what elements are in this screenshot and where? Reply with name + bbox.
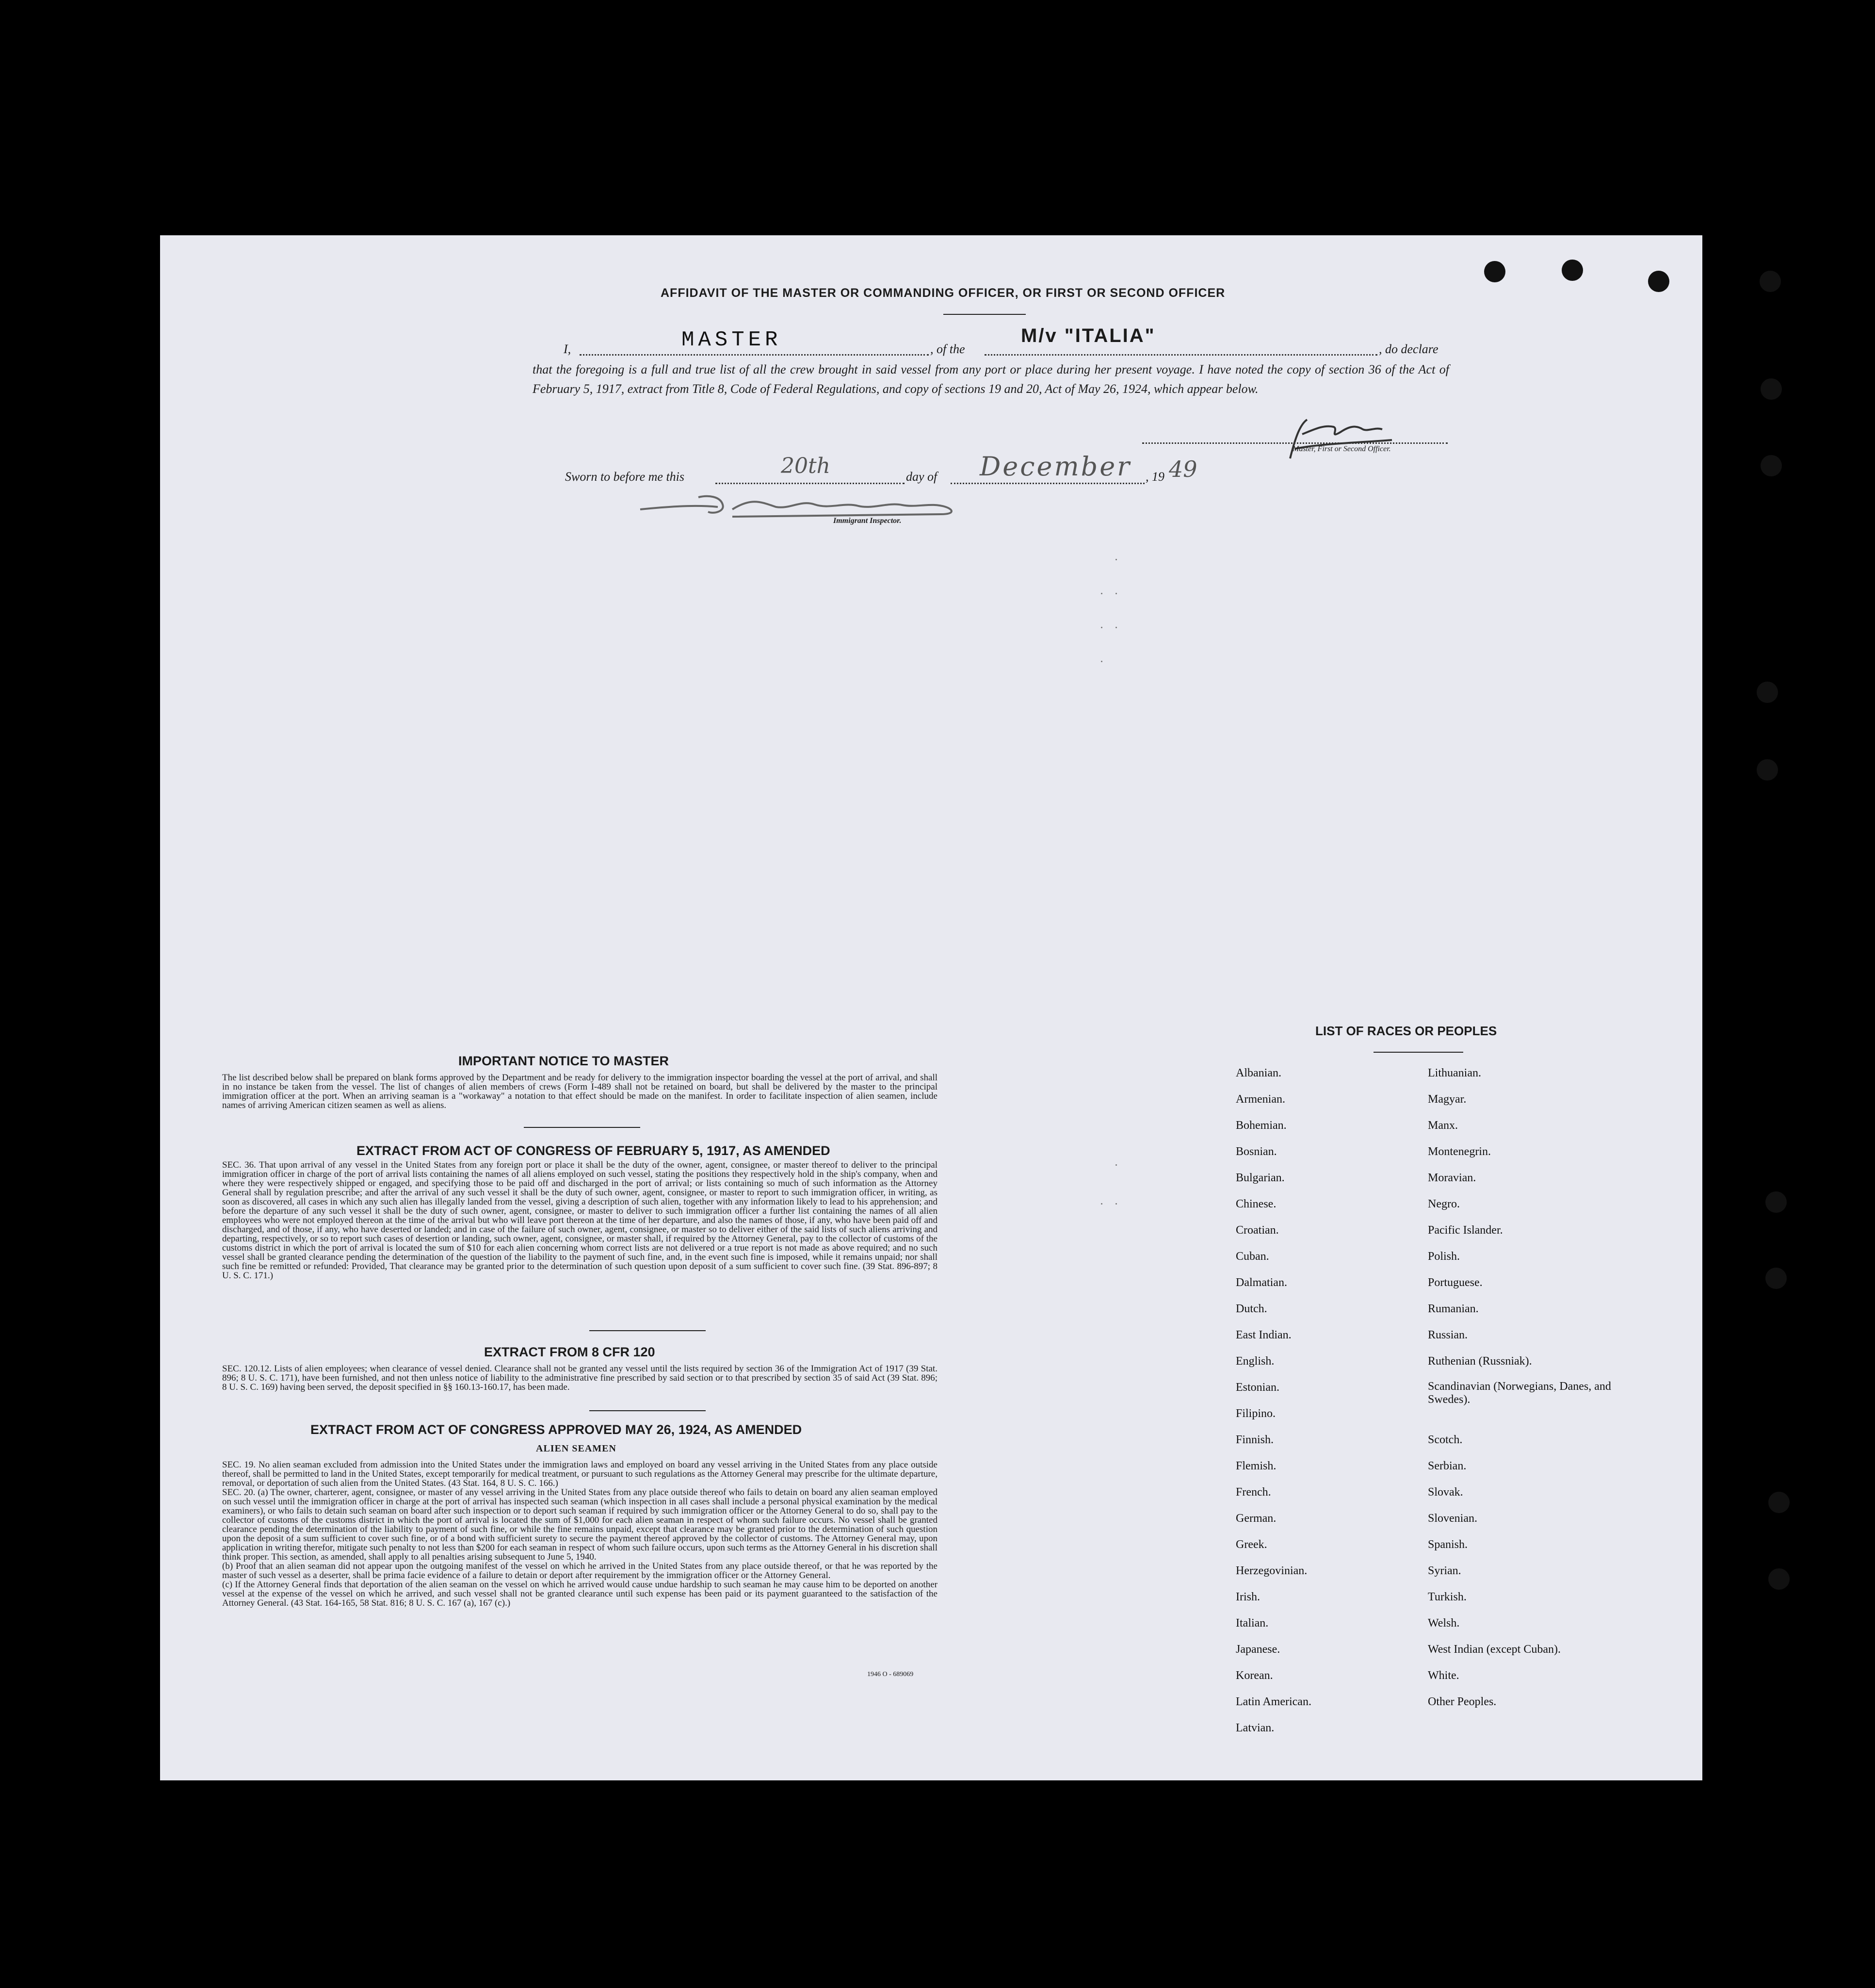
sworn-year-prefix: , 19 <box>1146 470 1164 484</box>
race-item: English. <box>1236 1355 1275 1368</box>
punch-hole <box>1484 261 1505 282</box>
race-item: East Indian. <box>1236 1329 1292 1341</box>
race-item: Dutch. <box>1236 1303 1267 1315</box>
race-item: Latin American. <box>1236 1695 1311 1708</box>
race-item: French. <box>1236 1486 1271 1499</box>
race-item: German. <box>1236 1512 1277 1525</box>
race-item: Italian. <box>1236 1617 1269 1630</box>
vessel-name: M/v "ITALIA" <box>1021 325 1156 346</box>
race-item: Ruthenian (Russniak). <box>1428 1355 1532 1368</box>
race-item: Flemish. <box>1236 1460 1277 1472</box>
extract-cfr-heading: EXTRACT FROM 8 CFR 120 <box>484 1345 655 1359</box>
race-item: Manx. <box>1428 1119 1458 1132</box>
day-fill-line <box>715 483 905 484</box>
race-item: Estonian. <box>1236 1381 1279 1394</box>
affidavit-heading: AFFIDAVIT OF THE MASTER OR COMMANDING OFFICER, OR FIRST OR SECOND OFFICER <box>661 286 1226 300</box>
notice-heading: IMPORTANT NOTICE TO MASTER <box>458 1054 669 1068</box>
race-item: Japanese. <box>1236 1643 1280 1656</box>
race-item: Bohemian. <box>1236 1119 1287 1132</box>
print-code: 1946 O - 689069 <box>867 1671 914 1678</box>
race-item: Dalmatian. <box>1236 1276 1287 1289</box>
inspector-caption: Immigrant Inspector. <box>833 517 902 525</box>
punch-hole <box>1761 378 1782 400</box>
race-item: Magyar. <box>1428 1093 1467 1106</box>
sec-19-text: SEC. 19. No alien seaman excluded from admission into the United States under the immigration laws and employed on board any vessel arriving in the United States from any place outside thereof, shall be permitted to land in the United States, except temporarily for medical treatment, or pursuant to such regulations as the Attorney General may prescribe for the ultimate departure, removal, or deportation of such alien from the United States. (43 Stat. 164, 8 U. S. C. 166.) <box>222 1460 938 1488</box>
race-item: Pacific Islander. <box>1428 1224 1503 1237</box>
extract-1924-heading: EXTRACT FROM ACT OF CONGRESS APPROVED MAY 26, 1924, AS AMENDED <box>310 1422 802 1437</box>
punch-hole <box>1761 455 1782 476</box>
race-item: Rumanian. <box>1428 1303 1479 1315</box>
race-item: Turkish. <box>1428 1591 1467 1603</box>
officer-rank: MASTER <box>681 328 782 352</box>
affidavit-of-the: , of the <box>930 342 965 356</box>
extract-1924-subheading: ALIEN SEAMEN <box>536 1443 616 1454</box>
heading-rule <box>943 314 1026 315</box>
race-item: Serbian. <box>1428 1460 1467 1472</box>
race-item: Finnish. <box>1236 1434 1274 1446</box>
master-signature <box>1261 405 1406 463</box>
notice-text: The list described below shall be prepared on blank forms approved by the Department and be ready for delivery to the immigration inspector boarding the vessel at the port of arrival, and shall in no instance be taken from the vessel. The list of changes of alien members of crews (Form I-489 shall not be retained on board, but shall be delivered by the master to the principal immigration officer at the port. When an arriving seaman is a "workaway" a notation to that effect should be made on the manifest. In order to facilitate inspection of alien seamen, include names of arriving American citizen seamen as well as aliens. <box>222 1073 938 1110</box>
race-item: Polish. <box>1428 1250 1460 1263</box>
sworn-prefix: Sworn to before me this <box>565 470 685 484</box>
races-column-1 <box>1236 1060 1311 1741</box>
extract-1917-text: SEC. 36. That upon arrival of any vessel in the United States from any foreign port or place it shall be the duty of the owner, agent, consignee, or master thereof to deliver to the principal immigration officer in charge of the port of arrival lists containing the names of all aliens employed on such vessel, stating the positions they respectively hold in the ship's company, when and where they were respectively shipped or engaged, and specifying those to be paid off and discharged in the port of arrival; or lists containing so much of such information as the Attorney General shall by regulation prescribe; and after the arrival of any such vessel it shall be the duty of such owner, agent, consignee, or master to report to such immigration officer, in writing, as soon as discovered, all cases in which any such alien has illegally landed from the vessel, giving a description of such alien, together with any information likely to lead to his apprehension; and before the departure of any such vessel it shall be the duty of such owner, agent, consignee, or master to deliver to such immigration officer a further list containing the names of all alien employees who were not employed thereon at the time of the arrival but who will leave port thereon at the time of her departure, and also the names of those, if any, who have been paid off and discharged, and of those, if any, who have deserted or landed; and in case of the failure of such owner, agent, consignee, or master so to deliver either of the said lists of such aliens arriving and departing, respectively, or so to report such cases of desertion or landing, such owner, agent, consignee, or master shall, if required by the Attorney General, pay to the collector of customs of the customs district in which the port of arrival is located the sum of $10 for each alien concerning whom correct lists are not delivered or a true report is not made as above required; and no such vessel shall be granted clearance pending the determination of the question of the liability to the payment of such fine, and, in the event such fine is imposed, while it remains unpaid; nor shall such fine be remitted or refunded: Provided, That clearance may be granted prior to the determination of such question upon deposit of a sum sufficient to cover such fine. (39 Stat. 896-897; 8 U. S. C. 171.) <box>222 1160 938 1281</box>
punch-hole <box>1768 1568 1790 1590</box>
race-item: Russian. <box>1428 1329 1468 1341</box>
affidavit-body: that the foregoing is a full and true list of all the crew brought in said vessel from any port or place during her present voyage. I have noted the copy of section 36 of the Act of February 5, 1917, extract from Title 8, Code of Federal Regulations, and copy of sections 19 and 20, Act of May 26, 1924, which appear below. <box>533 362 1449 396</box>
signature-line <box>1142 442 1448 444</box>
race-item: Lithuanian. <box>1428 1067 1481 1079</box>
punch-hole <box>1760 271 1781 292</box>
rank-fill-line <box>580 354 929 356</box>
divider-rule <box>524 1127 640 1128</box>
race-item: Chinese. <box>1236 1198 1277 1210</box>
race-item: Albanian. <box>1236 1067 1281 1079</box>
race-item: Slovenian. <box>1428 1512 1477 1525</box>
race-item: Bulgarian. <box>1236 1172 1285 1184</box>
race-item: Negro. <box>1428 1198 1460 1210</box>
punch-hole <box>1765 1268 1787 1289</box>
extract-cfr-text: SEC. 120.12. Lists of alien employees; when clearance of vessel denied. Clearance shall not be granted any vessel until the lists required by section 36 of the Immigration Act of 1917 (39 Stat. 896; 8 U. S. C. 171), have been furnished, and not then unless notice of liability to the administrative fine prescribed by said section or to that prescribed by section 35 of said Act (39 Stat. 896; 8 U. S. C. 169) having been served, the deposit specified in §§ 160.13-160.17, has been made. <box>222 1364 938 1392</box>
race-item: White. <box>1428 1669 1459 1682</box>
race-item: Slovak. <box>1428 1486 1463 1499</box>
extract-1917-heading: EXTRACT FROM ACT OF CONGRESS OF FEBRUARY 5, 1917, AS AMENDED <box>356 1143 830 1158</box>
race-item: Bosnian. <box>1236 1145 1277 1158</box>
punch-hole <box>1768 1492 1790 1513</box>
races-heading: LIST OF RACES OR PEOPLES <box>1315 1024 1497 1038</box>
race-item: Herzegovinian. <box>1236 1564 1308 1577</box>
race-item: Filipino. <box>1236 1407 1276 1420</box>
race-item: Croatian. <box>1236 1224 1279 1237</box>
divider-rule <box>589 1330 706 1331</box>
race-item: Latvian. <box>1236 1722 1275 1734</box>
signature-caption: Master, First or Second Officer. <box>1293 445 1391 453</box>
race-item: Irish. <box>1236 1591 1260 1603</box>
extract-1924-body <box>222 1460 938 1608</box>
affidavit-declare: , do declare <box>1379 342 1439 356</box>
sworn-day: 20th <box>781 454 831 478</box>
race-item: Welsh. <box>1428 1617 1460 1630</box>
race-item: Greek. <box>1236 1538 1267 1551</box>
race-item: West Indian (except Cuban). <box>1428 1643 1561 1656</box>
sec-20b-text: (b) Proof that an alien seaman did not appear upon the outgoing manifest of the vessel on which he arrived in the United States from any place outside thereof, or that he was reported by the master of such vessel as a deserter, shall be prima facie evidence of a failure to detain or deport after requirement by the immigration officer or the Attorney General. <box>222 1561 938 1581</box>
race-item: Other Peoples. <box>1428 1695 1497 1708</box>
race-item: Scotch. <box>1428 1434 1463 1446</box>
inspector-signature <box>635 488 965 521</box>
punch-hole <box>1765 1191 1787 1213</box>
sworn-month: December <box>980 451 1131 482</box>
affidavit-prefix: I, <box>564 342 571 356</box>
divider-rule <box>589 1410 706 1411</box>
races-column-2 <box>1428 1060 1622 1715</box>
vessel-fill-line <box>985 354 1377 356</box>
race-item: Armenian. <box>1236 1093 1285 1106</box>
sec-20c-text: (c) If the Attorney General finds that deportation of the alien seaman on the vessel on which he arrived would cause undue hardship to such seaman he may cause him to be deported on another vessel at the expense of the vessel on which he arrived, and such vessel shall not be granted clearance until such expense has been paid or its payment guaranteed to the satisfaction of the Attorney General. (43 Stat. 164-165, 58 Stat. 816; 8 U. S. C. 167 (a), 167 (c).) <box>222 1580 938 1608</box>
punch-hole <box>1648 271 1669 292</box>
punch-hole <box>1757 682 1778 703</box>
sec-20a-text: SEC. 20. (a) The owner, charterer, agent, consignee, or master of any vessel arriving in the United States from any place outside thereof who fails to detain on board any alien seaman employed on such vessel until the immigration officer in charge at the port of arrival has inspected such seaman (which inspection in all cases shall include a personal physical examination by the medical examiners), or who fails to detain such seaman on board after such inspection or to deport such seaman if required by such immigration officer or the Attorney General to do so, shall pay to the collector of customs of the customs district in which the port of arrival is located the sum of $1,000 for each alien seaman in respect of whom such failure occurs. No vessel shall be granted clearance pending the determination of the liability to payment of such fine, or while the fine remains unpaid, except that clearance may be granted prior to the determination of such question upon the deposit of a sum sufficient to cover such fine, or of a bond with sufficient surety to secure the payment thereof approved by the collector of customs. The Attorney General may, upon application in writing therefor, mitigate such penalty to not less than $200 for each seaman in respect of whom such failure occurs, upon such terms as the Attorney General in his discretion shall think proper. This section, as amended, shall apply to all penalties arising subsequent to June 5, 1940. <box>222 1487 938 1562</box>
race-item: Spanish. <box>1428 1538 1468 1551</box>
race-item: Syrian. <box>1428 1564 1461 1577</box>
race-item: Portuguese. <box>1428 1276 1483 1289</box>
punch-hole <box>1757 759 1778 781</box>
race-item: Cuban. <box>1236 1250 1269 1263</box>
punch-hole <box>1562 260 1583 281</box>
race-item: Scandinavian (Norwegians, Danes, and Swedes). <box>1428 1380 1611 1406</box>
sworn-year: 49 <box>1169 456 1197 482</box>
sworn-day-of: day of <box>906 470 938 484</box>
races-heading-rule <box>1374 1052 1463 1053</box>
race-item: Korean. <box>1236 1669 1273 1682</box>
month-fill-line <box>951 483 1145 484</box>
race-item: Moravian. <box>1428 1172 1476 1184</box>
race-item: Montenegrin. <box>1428 1145 1491 1158</box>
